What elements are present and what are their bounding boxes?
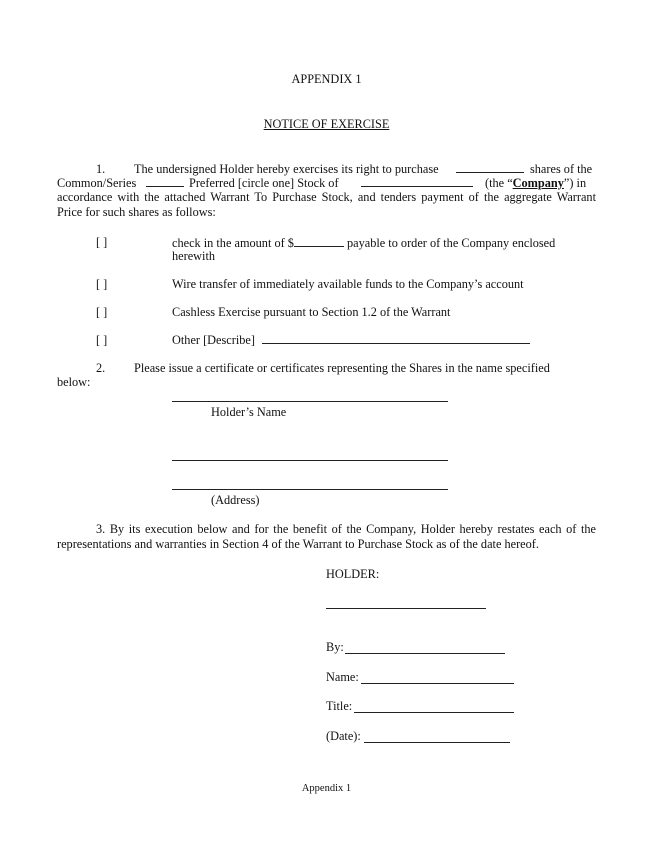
para1-rest: accordance with the attached Warrant To Purchase Stock, and tenders payment of the aggregate Warrant Price for such shares as follows:	[57, 190, 596, 219]
para2-text: Please issue a certificate or certificates representing the Shares in the name specified	[134, 361, 550, 375]
para1-line1-start: The undersigned Holder hereby exercises its right to purchase	[134, 162, 439, 176]
para1-number: 1.	[96, 162, 106, 176]
document-title: APPENDIX 1	[291, 72, 362, 86]
para1-line2-end: (the “Company”) in	[485, 176, 587, 190]
holder-label: HOLDER:	[326, 567, 380, 581]
option-cashless-text: Cashless Exercise pursuant to Section 1.2 of the Warrant	[172, 305, 451, 319]
date-line[interactable]	[364, 742, 510, 743]
para1-line1-end: shares of the	[530, 162, 593, 176]
para3-text: 3. By its execution below and for the benefit of the Company, Holder hereby restates each of the representations and warranties in Section 4 of the Warrant to Purchase Stock as of the date hereof.	[57, 522, 596, 551]
para2-number: 2.	[96, 361, 106, 375]
company-name-blank[interactable]	[361, 175, 473, 187]
option-cashless-checkbox[interactable]: [ ]	[96, 305, 108, 319]
para1-line2-start: Common/Series	[57, 176, 137, 190]
notice-heading: NOTICE OF EXERCISE	[263, 117, 390, 131]
shares-count-blank[interactable]	[456, 161, 524, 173]
other-describe-blank[interactable]	[262, 332, 530, 344]
title-label: Title:	[326, 699, 353, 713]
holder-signature-line[interactable]	[326, 608, 486, 609]
option-wire-text: Wire transfer of immediately available funds to the Company’s account	[172, 277, 524, 291]
option-check-text: check in the amount of $ payable to order of the Company enclosed	[172, 236, 556, 250]
page-footer: Appendix 1	[301, 783, 352, 794]
name-label: Name:	[326, 670, 359, 684]
option-check-text-cont: herewith	[172, 249, 216, 263]
series-blank[interactable]	[146, 175, 184, 187]
holders-name-label: Holder’s Name	[211, 405, 287, 419]
address-label: (Address)	[211, 493, 260, 507]
address-line-1[interactable]	[172, 460, 448, 461]
option-other-checkbox[interactable]: [ ]	[96, 333, 108, 347]
para2-text-cont: below:	[57, 375, 91, 389]
para1-line2-mid: Preferred [circle one] Stock of	[189, 176, 339, 190]
option-wire-checkbox[interactable]: [ ]	[96, 277, 108, 291]
title-line[interactable]	[354, 712, 514, 713]
company-term: Company	[512, 176, 564, 190]
address-line-2[interactable]	[172, 489, 448, 490]
option-other-text: Other [Describe]	[172, 333, 255, 347]
by-label: By:	[326, 640, 344, 654]
name-line[interactable]	[361, 683, 514, 684]
by-line[interactable]	[345, 653, 505, 654]
date-label: (Date):	[326, 729, 361, 743]
option-check-checkbox[interactable]: [ ]	[96, 235, 108, 249]
check-amount-blank[interactable]	[294, 235, 344, 247]
holders-name-line[interactable]	[172, 401, 448, 402]
